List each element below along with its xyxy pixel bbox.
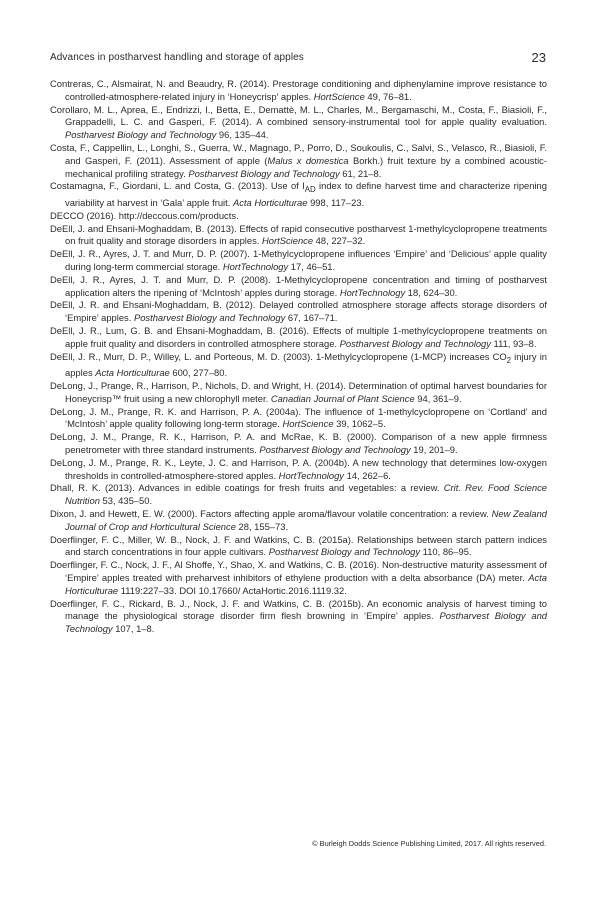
running-title: Advances in postharvest handling and storage of apples [50, 52, 304, 63]
reference-entry: DeEll, J. R., Ayres, J. T. and Murr, D. P. (2007). 1-Methylcyclopropene influences ‘Empire’ and ‘Delicious’ apple quality during long-term commercial storage. HortTechnology 17, 46–51. [50, 248, 547, 273]
reference-entry: DeEll, J. R., Murr, D. P., Willey, L. and Porteous, M. D. (2003). 1-Methylcyclopropene (1-MCP) increases $CO_2$ injury in apples Acta Horticulturae 600, 277–80. [50, 350, 547, 379]
running-header [50, 50, 546, 66]
reference-entry: DeLong, J. M., Prange, R. K., Harrison, P. A. and McRae, K. B. (2000). Comparison of a new apple firmness penetrometer with three standard instruments. Postharvest Biology and Technology 19, 201–9. [50, 431, 547, 456]
copyright-footer: © Burleigh Dodds Science Publishing Limited, 2017. All rights reserved. [312, 839, 546, 848]
reference-entry: DeLong, J. M., Prange, R. K. and Harrison, P. A. (2004a). The influence of 1-methylcyclopropene on ‘Cortland’ and ‘McIntosh’ apple quality following long-term storage. HortScience 39, 1062–5. [50, 405, 547, 430]
reference-entry: Doerflinger, F. C., Rickard, B. J., Nock, J. F. and Watkins, C. B. (2015b). An economic analysis of harvest timing to manage the physiological storage disorder firm flesh browning in ‘Empire’ apples. Postharvest Biology and Technology 107, 1–8. [50, 597, 548, 635]
reference-entry: Costa, F., Cappellin, L., Longhi, S., Guerra, W., Magnago, P., Porro, D., Soukoulis, C., Salvi, S., Velasco, R., Biasioli, F. and Gasperi, F. (2011). Assessment of apple (Malus x domestica Borkh.) fruit texture by a combined acoustic-mechanical profiling strategy. Postharvest Biology and Technology 61, 21–8. [50, 141, 547, 179]
reference-entry: DeEll, J. R., Ayres, J. T. and Murr, D. P. (2008). 1-Methylcyclopropene concentration and timing of postharvest application alters the ripening of ‘McIntosh’ apples during storage. HortTechnology 18, 624–30. [50, 273, 547, 298]
reference-entry: Costamagna, F., Giordani, L. and Costa, G. (2013). Use of $I_{AD}$ index to define harvest time and characterize ripening variability at harvest in ‘Gala’ apple fruit. Acta Horticulturae 998, 117–23. [50, 180, 547, 209]
reference-entry: DECCO (2016). http://deccous.com/products. [50, 209, 239, 221]
reference-entry: DeEll, J. R. and Ehsani-Moghaddam, B. (2012). Delayed controlled atmosphere storage affects storage disorders of ‘Empire’ apples. Postharvest Biology and Technology 67, 167–71. [50, 299, 547, 324]
reference-entry: DeEll, J. and Ehsani-Moghaddam, B. (2013). Effects of rapid consecutive postharvest 1-methylcyclopropene treatments on fruit quality and storage disorders in apples. HortScience 48, 227–32. [50, 222, 547, 247]
reference-entry: Dhall, R. K. (2013). Advances in edible coatings for fresh fruits and vegetables: a review. Crit. Rev. Food Science Nutrition 53, 435–50. [50, 482, 547, 507]
reference-entry: Doerflinger, F. C., Nock, J. F., Al Shoffe, Y., Shao, X. and Watkins, C. B. (2016). Non-destructive maturity assessment of ‘Empire’ apples treated with preharvest inhibitors of ethylene production with a delta absorbance (DA) meter. Acta Horticulturae 1119:227–33. DOI 10.17660/ ActaHortic.2016.1119.32. [50, 559, 547, 596]
reference-entry: Contreras, C., Alsmairat, N. and Beaudry, R. (2014). Prestorage conditioning and diphenylamine improve resistance to controlled-atmosphere-related injury in ‘Honeycrisp’ apples. HortScience 49, 76–81. [50, 78, 547, 102]
reference-entry: DeLong, J., Prange, R., Harrison, P., Nichols, D. and Wright, H. (2014). Determination of optimal harvest boundaries for Honeycrisp™ fruit using a new chlorophyll meter. Canadian Journal of Plant Science 94, 361–9. [50, 380, 547, 404]
reference-list [50, 78, 547, 636]
reference-entry: DeLong, J. M., Prange, R. K., Leyte, J. C. and Harrison, P. A. (2004b). A new technology that determines low-oxygen thresholds in controlled-atmosphere-stored apples. HortTechnology 14, 262–6. [50, 456, 547, 481]
reference-entry: Corollaro, M. L., Aprea, E., Endrizzi, I., Betta, E., Demattè, M. L., Charles, M., Bergamaschi, M., Costa, F., Biasioli, F., Grappadelli, L. C. and Gasperi, F. (2014). A combined sensory-instrumental tool for apple quality evaluation. Postharvest Biology and Technology 96, 135–44. [50, 103, 547, 141]
reference-entry: Doerflinger, F. C., Miller, W. B., Nock, J. F. and Watkins, C. B. (2015a). Relationships between starch pattern indices and starch concentrations in four apple cultivars. Postharvest Biology and Technology 110, 86–95. [50, 533, 547, 558]
page-number: 23 [531, 50, 546, 65]
reference-entry: Dixon, J. and Hewett, E. W. (2000). Factors affecting apple aroma/flavour volatile concentration: a review. New Zealand Journal of Crop and Horticultural Science 28, 155–73. [50, 508, 547, 532]
reference-entry: DeEll, J. R., Lum, G. B. and Ehsani-Moghaddam, B. (2016). Effects of multiple 1-methylcyclopropene treatments on apple fruit quality and disorders in controlled atmosphere storage. Postharvest Biology and Technology 111, 93–8. [50, 325, 547, 349]
